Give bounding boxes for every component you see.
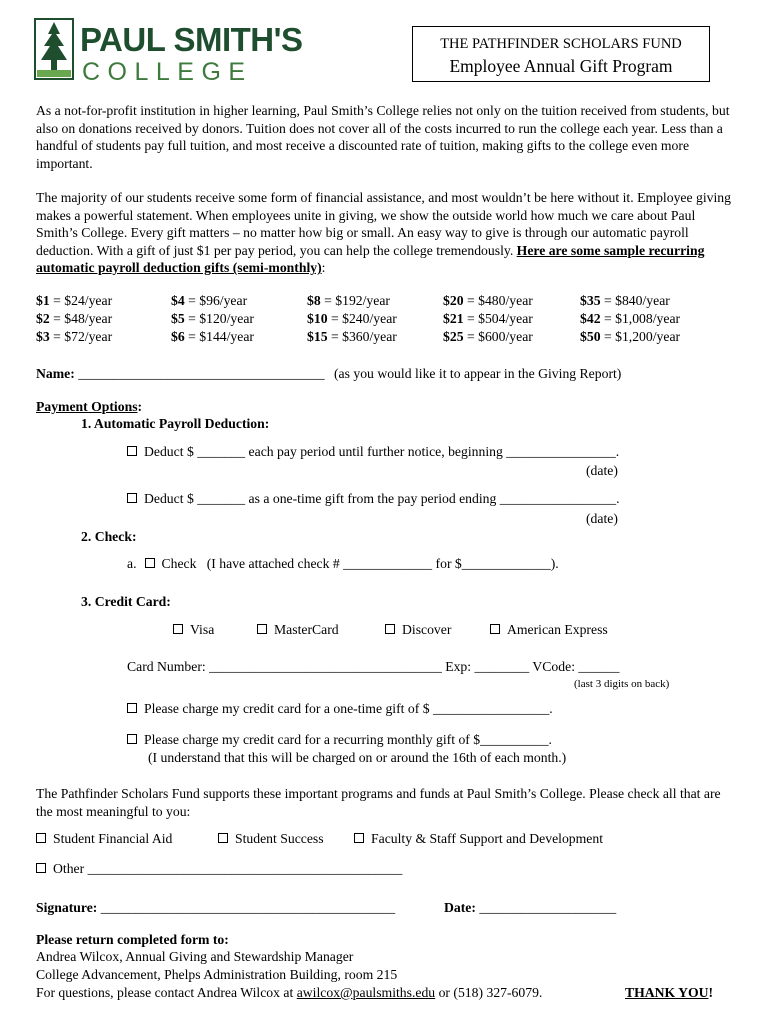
pine-tree-icon [34,18,74,80]
check-text[interactable]: Check (I have attached check # _____________ for $_____________). [161,556,559,571]
amex-checkbox[interactable] [490,624,500,634]
signature-input[interactable]: ___________________________________________ [100,900,396,915]
payment-options-heading: Payment Options: [36,399,143,414]
discover-checkbox[interactable] [385,624,395,634]
charge-recurring-row [127,731,552,749]
other-checkbox[interactable] [36,863,46,873]
form-title-box [412,26,710,82]
charge-recurring-text[interactable]: Please charge my credit card for a recurring monthly gift of $__________. [144,732,552,747]
intro-paragraph-1: As a not-for-profit institution in higher learning, Paul Smith’s College relies not only on the tuition received from students, but also on donations received by donors. Tuition does not cover all of the costs incurred to run the college each year. Less than a handful of students pay full tuition, and most receive a discounted rate of tuition, making gifts to the college even more important. [36,103,730,171]
payroll-deduction-heading: 1. Automatic Payroll Deduction: [81,416,270,431]
deduct-ongoing-row [127,443,619,461]
return-heading: Please return completed form to: [36,932,229,947]
card-number-row[interactable]: Card Number: __________________________________ Exp: ________ VCode: ______ [127,659,620,674]
sample-column-4 [443,292,533,346]
sample-column-1 [36,292,112,346]
check-row [127,555,559,573]
colon: : [321,260,326,276]
intro-paragraph-2-text: The majority of our students receive some form of financial assistance, and most wouldn’t be here without it. Employee giving makes a powerful statement. When employees unite in giving, we show the outside world how much we care about Paul Smith’s College. Every gift matters – no matter how big or small. An easy way to give is through our automatic payroll deduction. With a gift of just $1 per pay period, you can help the college tremendously. [36,190,731,258]
sample-row: $3 = $72/year [36,329,113,344]
intro-paragraph-2 [36,189,736,277]
date-row [444,899,616,917]
date-input[interactable]: ____________________ [479,900,617,915]
program-option-faculty-staff[interactable]: Faculty & Staff Support and Development [354,830,603,848]
charge-recurring-checkbox[interactable] [127,734,137,744]
name-input[interactable]: ____________________________________ [78,366,325,381]
program-option-financial-aid[interactable]: Student Financial Aid [36,830,172,848]
check-checkbox[interactable] [145,558,155,568]
visa-checkbox[interactable] [173,624,183,634]
deduct-onetime-text[interactable]: Deduct $ _______ as a one-time gift from the pay period ending _________________. [144,491,620,506]
deduct-onetime-checkbox[interactable] [127,493,137,503]
sample-gifts-heading: Here are some sample recurring automatic payroll deduction gifts (semi-monthly) [36,242,705,276]
logo-wordmark: PAUL SMITH'S [80,21,303,58]
contact-line: For questions, please contact Andrea Wilcox at awilcox@paulsmiths.edu or (518) 327-6079. [36,985,543,1000]
charge-onetime-row [127,700,553,718]
card-option-discover[interactable]: Discover [385,621,451,639]
check-heading: 2. Check: [81,529,137,544]
charge-onetime-text[interactable]: Please charge my credit card for a one-time gift of $ _________________. [144,701,553,716]
thank-you: THANK YOU! [625,985,714,1000]
faculty-staff-checkbox[interactable] [354,833,364,843]
card-option-visa[interactable]: Visa [173,621,214,639]
sample-row: $4 = $96/year [171,293,248,308]
sample-row: $2 = $48/year [36,311,113,326]
sample-row: $25 = $600/year [443,329,533,344]
sample-row: $42 = $1,008/year [580,311,681,326]
vcode-note: (last 3 digits on back) [574,678,670,690]
logo-subword: COLLEGE [82,58,253,86]
signature-row [36,899,395,917]
deduct-ongoing-checkbox[interactable] [127,446,137,456]
sample-row: $21 = $504/year [443,311,533,326]
contact-address: College Advancement, Phelps Administration Building, room 215 [36,967,398,982]
name-label: Name: [36,366,75,381]
date-label: (date) [586,463,618,478]
contact-name: Andrea Wilcox, Annual Giving and Stewardship Manager [36,949,354,964]
sample-row: $5 = $120/year [171,311,254,326]
sample-row: $50 = $1,200/year [580,329,681,344]
sample-row: $35 = $840/year [580,293,670,308]
deduct-ongoing-text[interactable]: Deduct $ _______ each pay period until further notice, beginning ________________. [144,444,620,459]
date-label: Date: [444,900,476,915]
date-label: (date) [586,511,618,526]
sample-column-5 [580,292,680,346]
program-option-other[interactable]: Other ______________________________________________ [36,860,402,878]
signature-label: Signature: [36,900,98,915]
sample-row: $15 = $360/year [307,329,397,344]
card-option-mastercard[interactable]: MasterCard [257,621,339,639]
sample-row: $20 = $480/year [443,293,533,308]
financial-aid-checkbox[interactable] [36,833,46,843]
sample-column-3 [307,292,397,346]
check-prefix: a. [127,556,137,571]
email-link[interactable]: awilcox@paulsmiths.edu [296,985,436,1000]
sample-row: $10 = $240/year [307,311,397,326]
mastercard-checkbox[interactable] [257,624,267,634]
card-option-amex[interactable]: American Express [490,621,608,639]
deduct-onetime-row [127,490,620,508]
charge-note: (I understand that this will be charged on or around the 16th of each month.) [148,750,567,765]
sample-row: $6 = $144/year [171,329,254,344]
charge-onetime-checkbox[interactable] [127,703,137,713]
name-field-row [36,365,621,383]
student-success-checkbox[interactable] [218,833,228,843]
sample-row: $8 = $192/year [307,293,390,308]
credit-card-heading: 3. Credit Card: [81,594,171,609]
name-note: (as you would like it to appear in the Giving Report) [333,366,622,381]
programs-intro: The Pathfinder Scholars Fund supports these important programs and funds at Paul Smith’s College. Please check all that are the most meaningful to you: [36,786,721,819]
program-title: Employee Annual Gift Program [449,56,673,76]
sample-column-2 [171,292,254,346]
fund-title: THE PATHFINDER SCHOLARS FUND [440,36,682,52]
sample-row: $1 = $24/year [36,293,113,308]
program-option-student-success[interactable]: Student Success [218,830,324,848]
